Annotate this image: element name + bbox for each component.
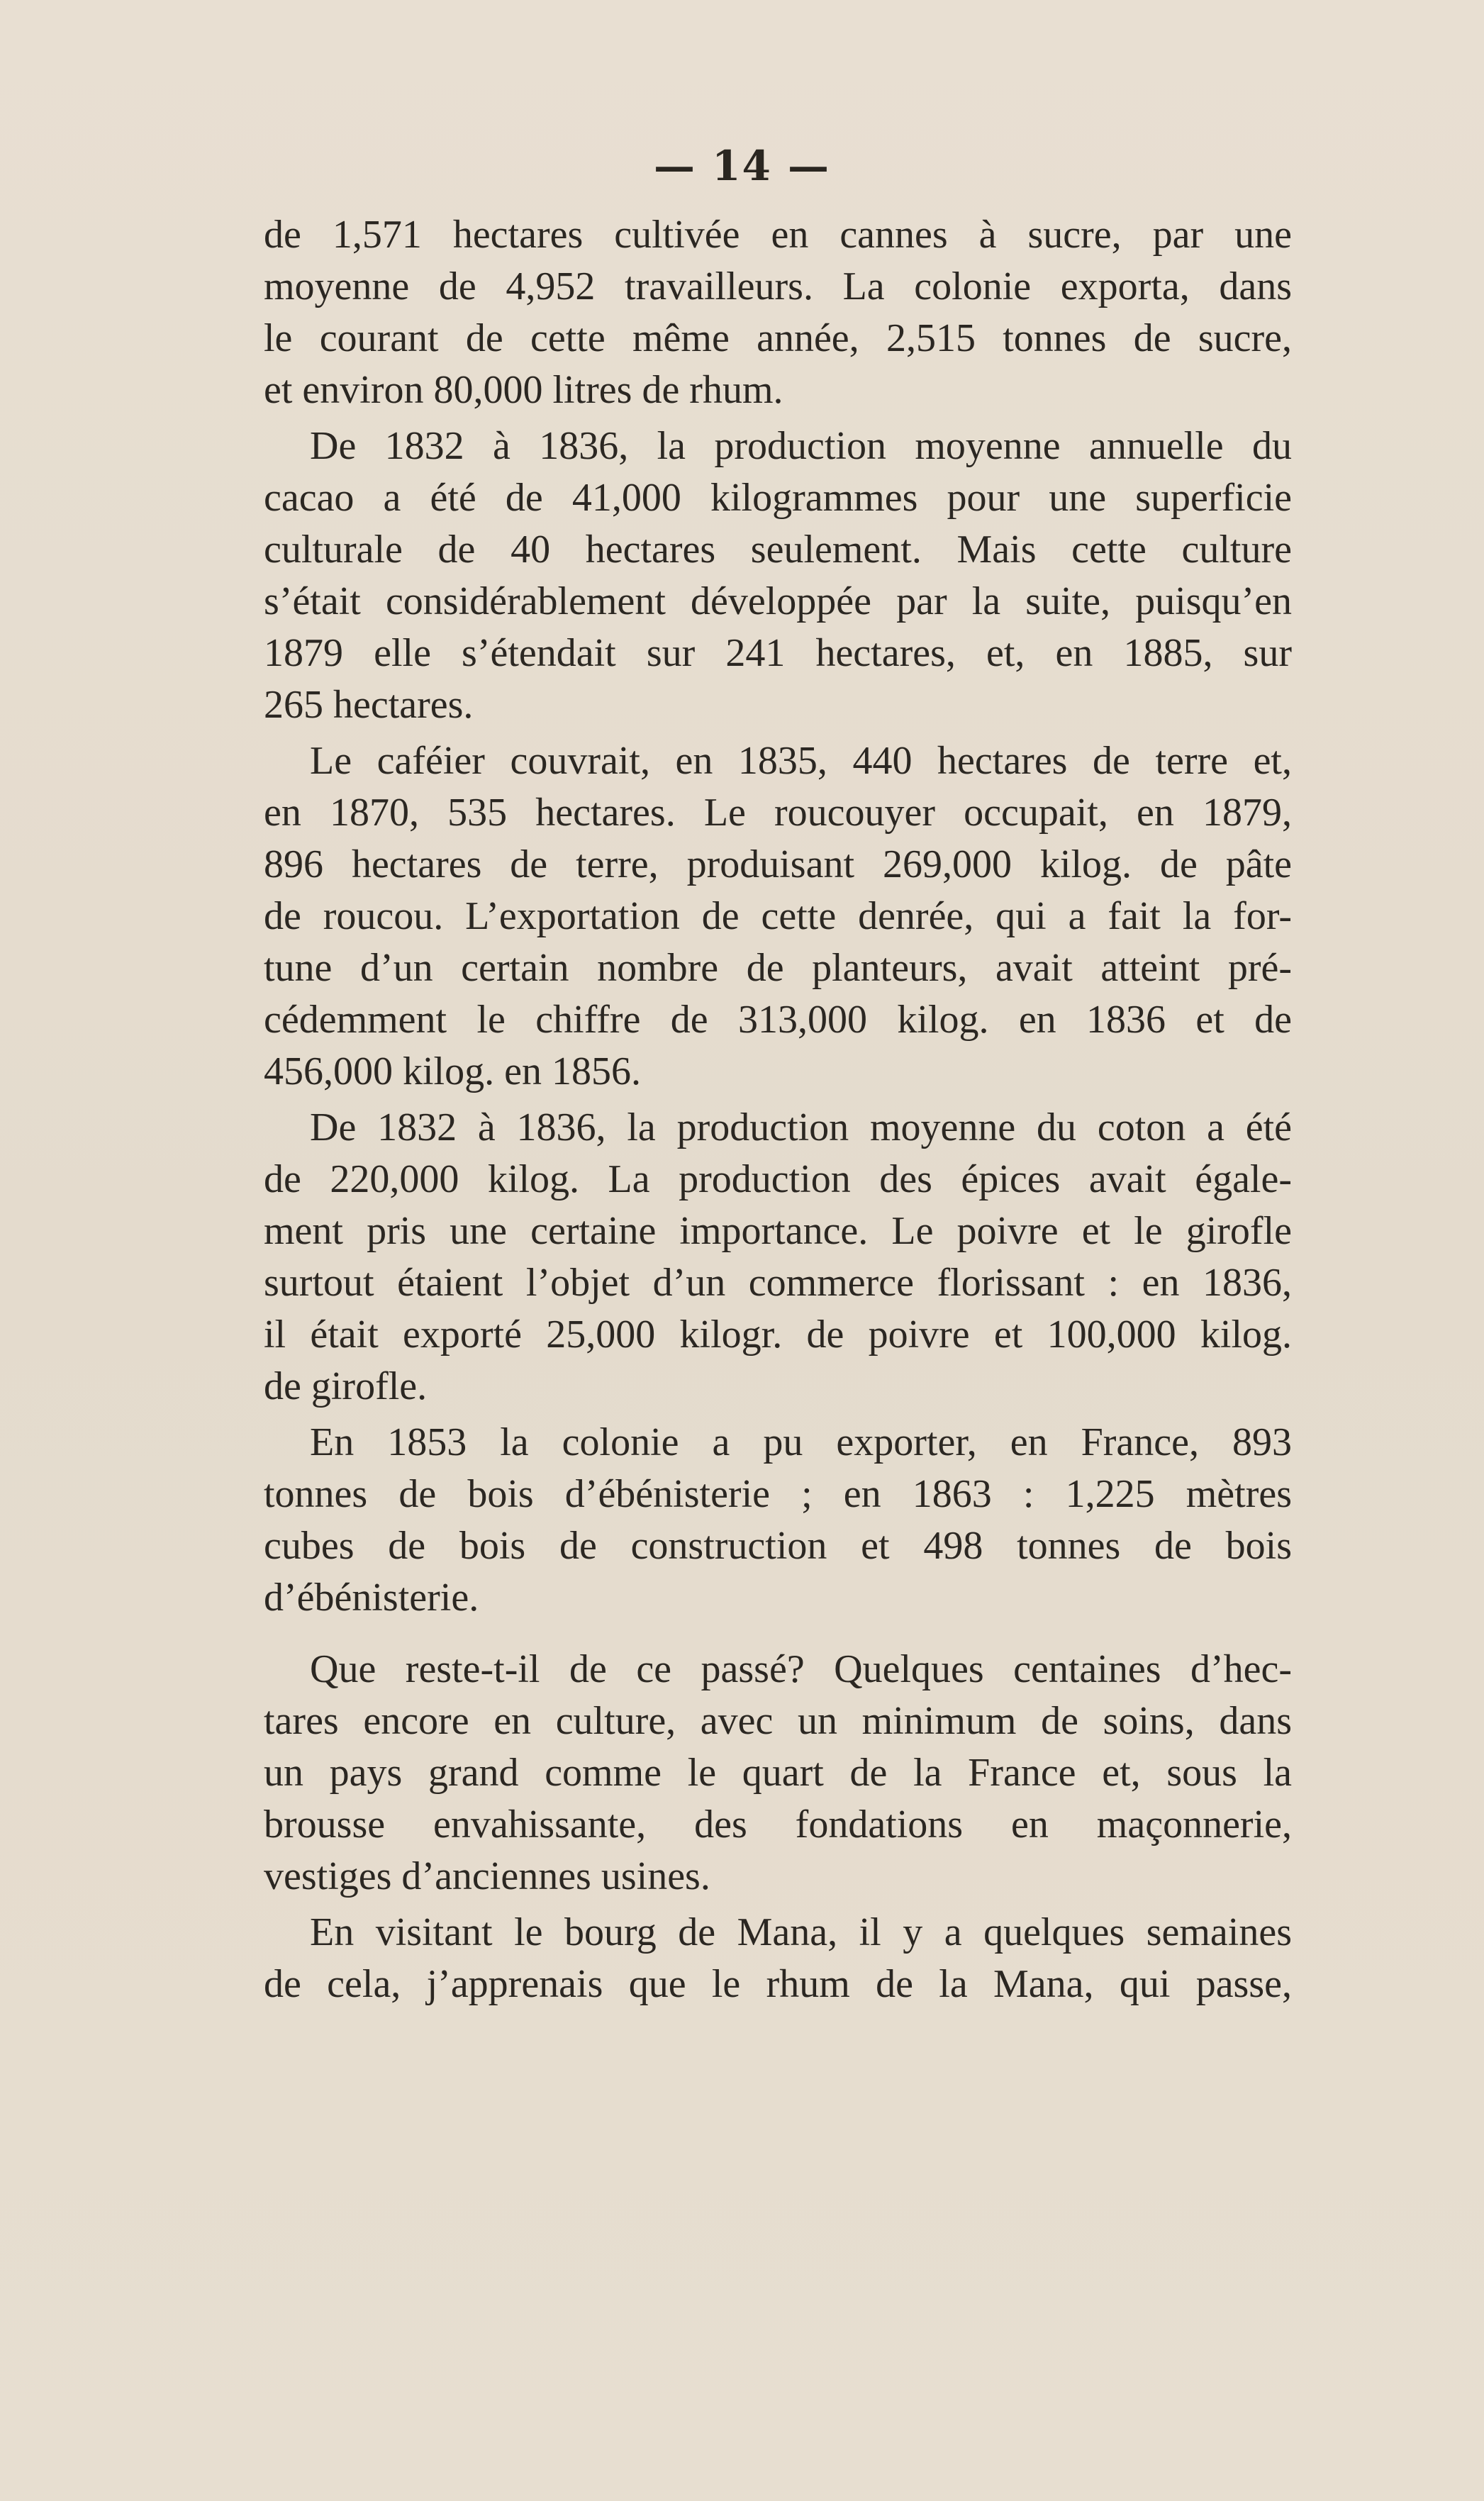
text-line: cubes de bois de construction et 498 tonnes de bois	[264, 1524, 1292, 1568]
text-line: de girofle.	[264, 1364, 428, 1408]
text-line: tares encore en culture, avec un minimum de soins, dans	[264, 1699, 1292, 1743]
paragraph	[264, 1102, 1292, 1413]
text-line: tune d’un certain nombre de planteurs, avait atteint pré-	[264, 946, 1292, 990]
text-line: cédemment le chiffre de 313,000 kilog. en 1836 et de	[264, 998, 1292, 1042]
text-line: vestiges d’anciennes usines.	[264, 1854, 710, 1898]
text-line: de 1,571 hectares cultivée en cannes à sucre, par une	[264, 213, 1292, 257]
text-line: de roucou. L’exportation de cette denrée, qui a fait la for-	[264, 894, 1292, 938]
text-line: de 220,000 kilog. La production des épices avait égale-	[264, 1157, 1292, 1201]
text-line: cacao a été de 41,000 kilogrammes pour une superficie	[264, 476, 1292, 520]
text-line: En visitant le bourg de Mana, il y a quelques semaines	[310, 1910, 1292, 1954]
text-line: de cela, j’apprenais que le rhum de la Mana, qui passe,	[264, 1962, 1292, 2006]
paragraph	[264, 420, 1292, 731]
text-line: De 1832 à 1836, la production moyenne du coton a été	[310, 1105, 1292, 1149]
text-line: tonnes de bois d’ébénisterie ; en 1863 : 1,225 mètres	[264, 1472, 1292, 1516]
text-line: 1879 elle s’étendait sur 241 hectares, et, en 1885, sur	[264, 631, 1292, 675]
text-line: De 1832 à 1836, la production moyenne annuelle du	[310, 424, 1292, 468]
text-line: surtout étaient l’objet d’un commerce florissant : en 1836,	[264, 1261, 1292, 1305]
text-line: ment pris une certaine importance. Le poivre et le girofle	[264, 1209, 1292, 1253]
text-line: le courant de cette même année, 2,515 tonnes de sucre,	[264, 316, 1292, 360]
text-line: 456,000 kilog. en 1856.	[264, 1049, 641, 1093]
text-line: brousse envahissante, des fondations en maçonnerie,	[264, 1803, 1292, 1846]
paragraph	[264, 209, 1292, 416]
page-number: — 14 —	[653, 142, 831, 190]
text-line: Le caféier couvrait, en 1835, 440 hectares de terre et,	[310, 739, 1292, 783]
body-text	[264, 209, 1292, 2016]
text-line: un pays grand comme le quart de la France et, sous la	[264, 1751, 1292, 1795]
text-line: s’était considérablement développée par la suite, puisqu’en	[264, 579, 1292, 623]
text-line: il était exporté 25,000 kilogr. de poivre et 100,000 kilog.	[264, 1313, 1292, 1357]
paragraph	[264, 1644, 1292, 1903]
text-line: en 1870, 535 hectares. Le roucouyer occupait, en 1879,	[264, 791, 1292, 835]
text-line: moyenne de 4,952 travailleurs. La colonie exporta, dans	[264, 264, 1292, 308]
paragraph	[264, 1907, 1292, 2010]
text-line: 265 hectares.	[264, 683, 474, 727]
text-line: 896 hectares de terre, produisant 269,000 kilog. de pâte	[264, 842, 1292, 886]
text-line: En 1853 la colonie a pu exporter, en France, 893	[310, 1420, 1292, 1464]
paragraph	[264, 1417, 1292, 1624]
text-line: d’ébénisterie.	[264, 1576, 479, 1620]
text-line: culturale de 40 hectares seulement. Mais cette culture	[264, 528, 1292, 572]
text-line: et environ 80,000 litres de rhum.	[264, 368, 783, 412]
paragraph	[264, 735, 1292, 1098]
text-line: Que reste-t-il de ce passé? Quelques centaines d’hec-	[310, 1647, 1292, 1691]
